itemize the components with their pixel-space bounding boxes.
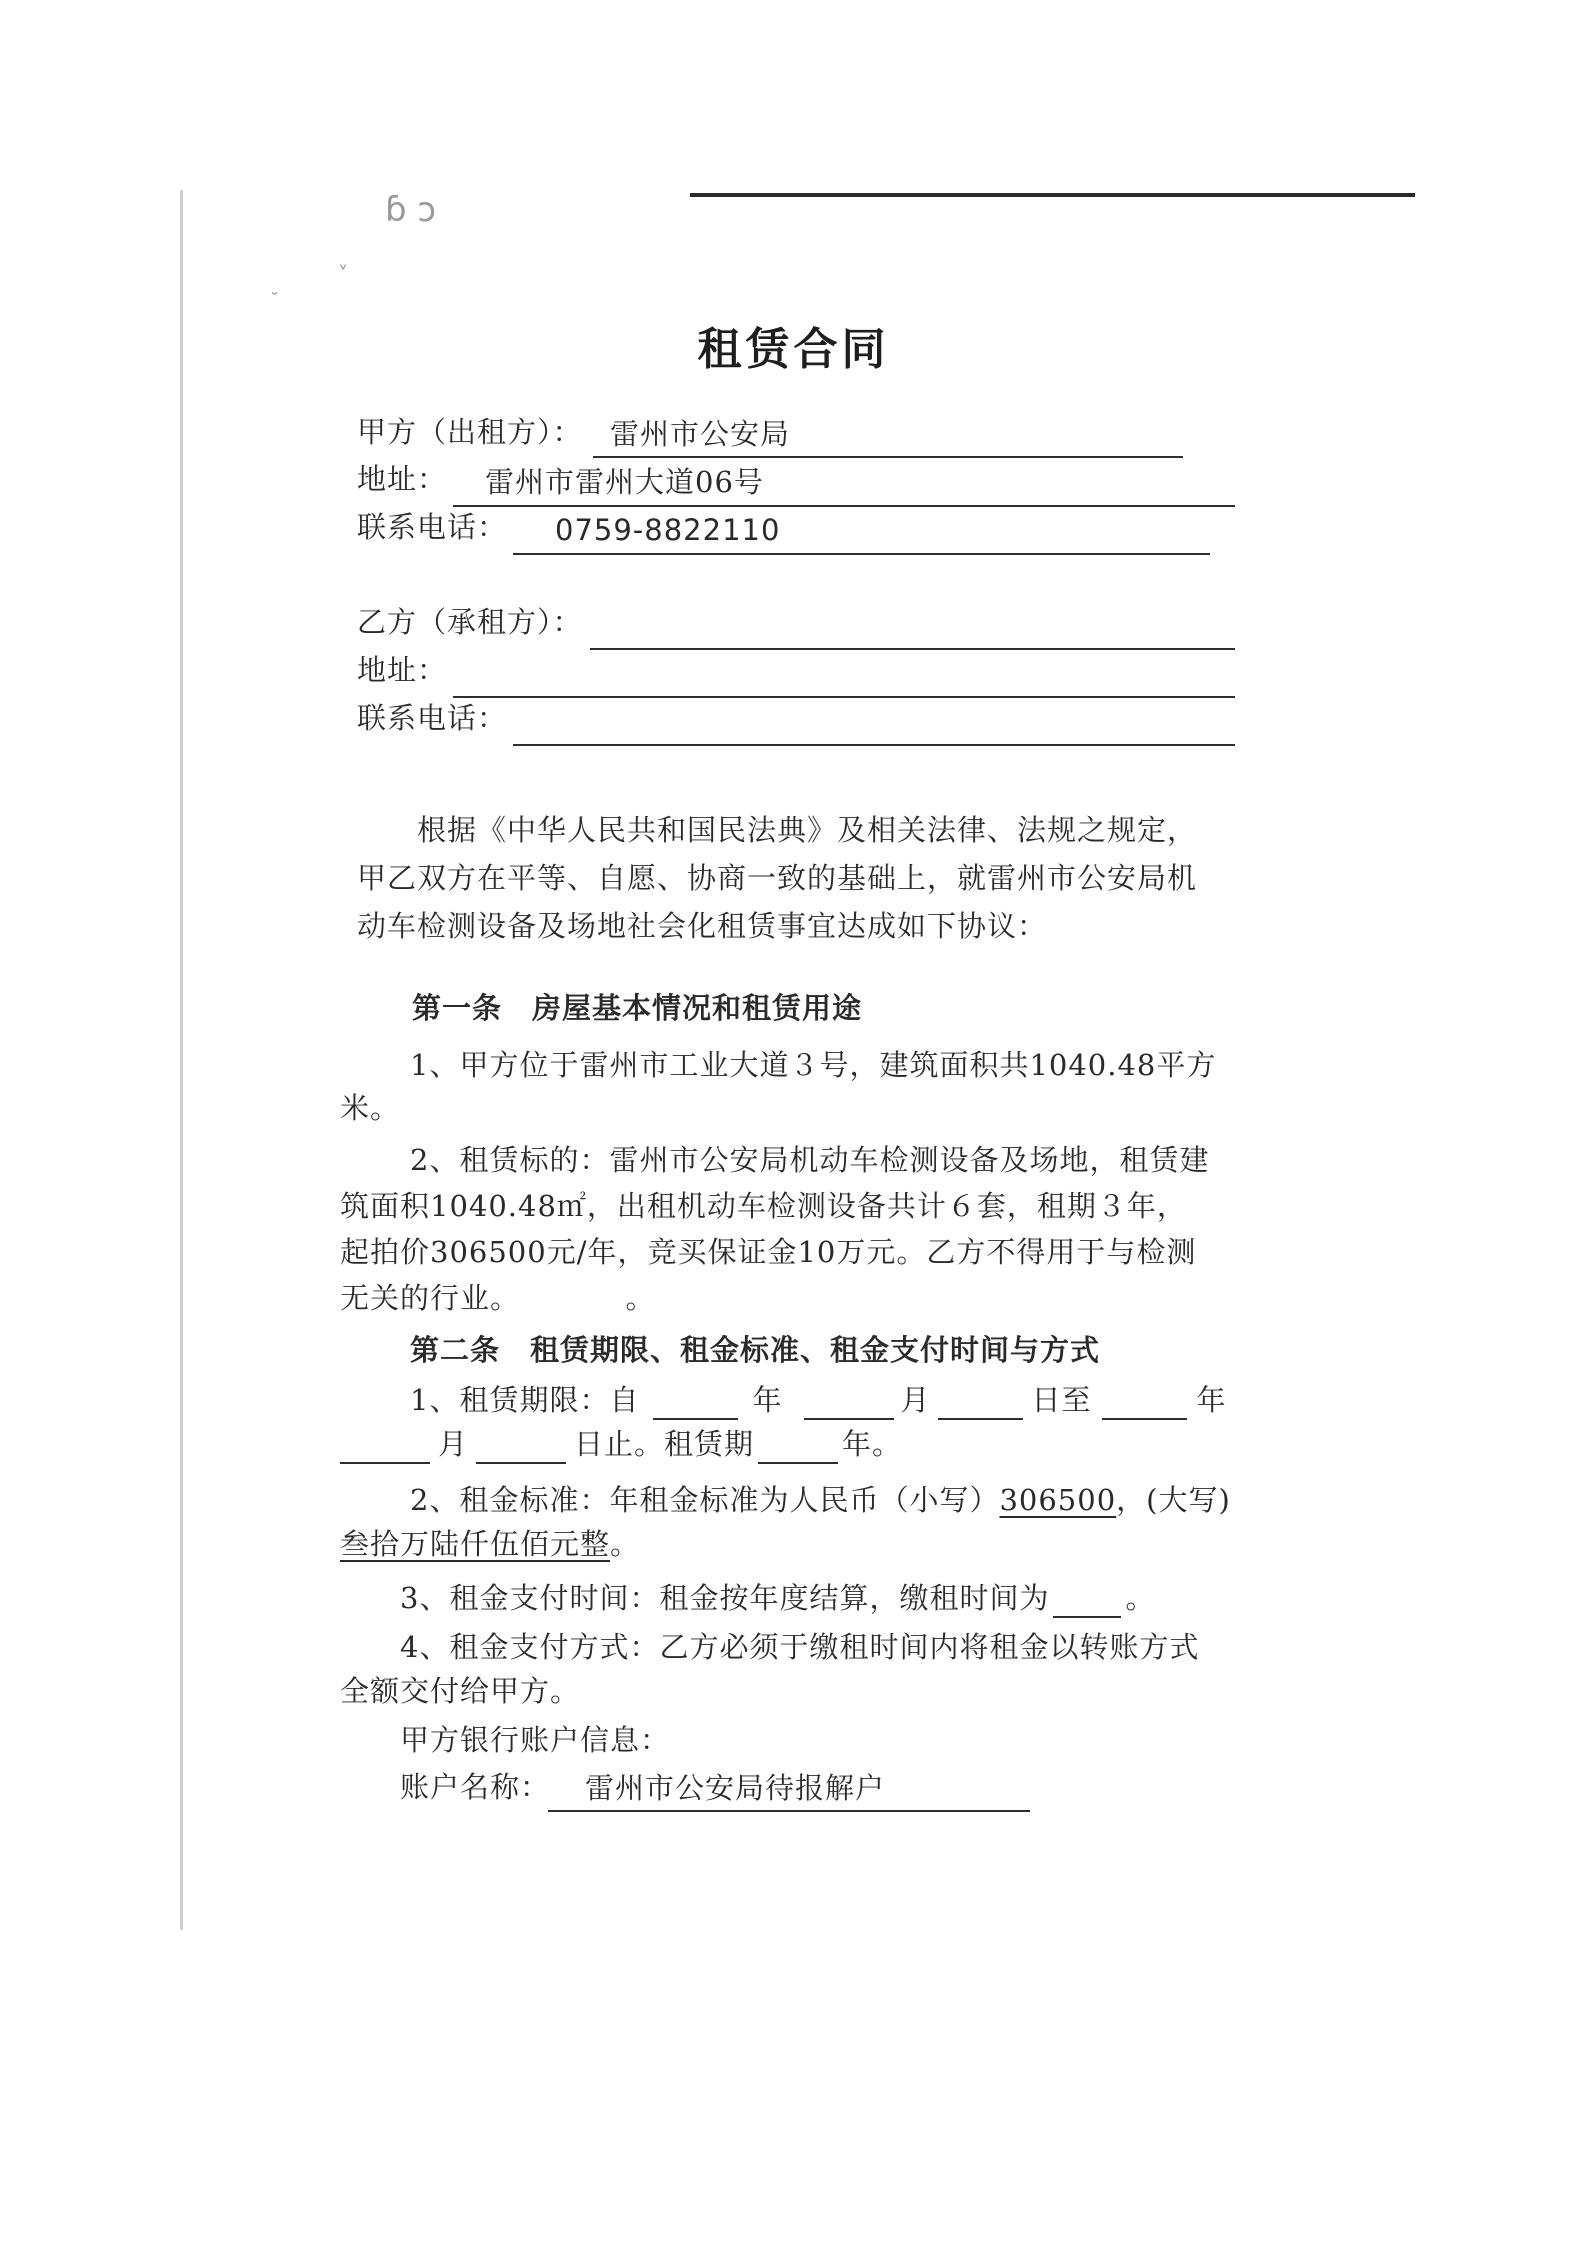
article-1-p1-line-2: 米。	[340, 1091, 401, 1125]
lease-term-prefix: 1、租赁期限：自	[410, 1383, 640, 1417]
bank-info-label: 甲方银行账户信息：	[400, 1723, 671, 1757]
account-name-underline	[548, 1810, 1030, 1812]
party-b-label: 乙方（承租方）：	[357, 605, 583, 639]
scan-speck: ˘	[270, 290, 279, 311]
article-1-p2-line-1: 2、租赁标的：雷州市公安局机动车检测设备及场地，租赁建	[410, 1143, 1210, 1177]
rent-uppercase-label: ，(大写)	[1116, 1483, 1231, 1517]
intro-line-2: 甲乙双方在平等、自愿、协商一致的基础上，就雷州市公安局机	[357, 861, 1198, 895]
intro-line-3: 动车检测设备及场地社会化租赁事宜达成如下协议：	[357, 909, 1048, 943]
party-a-phone-label: 联系电话：	[357, 510, 508, 544]
account-name-value: 雷州市公安局待报解户	[585, 1771, 886, 1805]
top-rule	[690, 193, 1415, 197]
start-year-blank[interactable]	[653, 1388, 738, 1420]
start-day-blank[interactable]	[938, 1388, 1023, 1420]
article-1-p1-line-1: 1、甲方位于雷州市工业大道３号，建筑面积共1040.48平方	[410, 1048, 1217, 1082]
party-b-phone-label: 联系电话：	[357, 701, 508, 735]
document-title: 租赁合同	[697, 324, 890, 375]
party-a-underline	[593, 456, 1183, 458]
rent-standard-line-2	[340, 1524, 640, 1564]
rent-standard-line-1	[410, 1480, 1231, 1520]
handwritten-mark: ɓ ɔ	[385, 190, 437, 230]
end-day-blank[interactable]	[476, 1432, 566, 1464]
start-month-blank[interactable]	[804, 1388, 894, 1420]
intro-line-1: 根据《中华人民共和国民法典》及相关法律、法规之规定，	[417, 813, 1198, 847]
article-1-p2-line-3: 起拍价306500元/年，竞买保证金10万元。乙方不得用于与检测	[340, 1235, 1197, 1269]
payment-time-text: 3、租金支付时间：租金按年度结算，缴租时间为	[400, 1581, 1050, 1615]
party-a-address-underline	[453, 505, 1235, 507]
party-b-address-label: 地址：	[357, 653, 448, 687]
start-month-unit: 月	[900, 1383, 931, 1417]
article-1-p2-line-2: 筑面积1040.48㎡，出租机动车检测设备共计６套，租期３年，	[340, 1189, 1187, 1223]
day-to-text: 日至	[1031, 1383, 1092, 1417]
article-2-heading: 第二条 租赁期限、租金标准、租金支付时间与方式	[410, 1333, 1101, 1367]
payment-method-line-1: 4、租金支付方式：乙方必须于缴租时间内将租金以转账方式	[400, 1630, 1200, 1664]
end-month-unit: 月	[438, 1427, 469, 1461]
party-b-underline	[590, 648, 1235, 650]
party-a-phone: 0759-8822110	[555, 513, 781, 547]
rent-amount-uppercase: 叁拾万陆仟伍佰元整	[340, 1527, 611, 1561]
scan-speck: ˅	[338, 262, 348, 286]
payment-method-line-2: 全额交付给甲方。	[340, 1674, 581, 1708]
end-year-blank[interactable]	[1102, 1388, 1187, 1420]
start-year-unit: 年	[752, 1383, 783, 1417]
lease-term-line-2	[340, 1424, 902, 1464]
lease-years-unit: 年。	[842, 1427, 903, 1461]
article-1-p2-line-4: 无关的行业。 。	[340, 1281, 656, 1315]
payment-time-line	[400, 1578, 1155, 1618]
payment-time-blank[interactable]	[1053, 1586, 1121, 1618]
party-a-label: 甲方（出租方）：	[357, 415, 583, 449]
end-year-unit: 年	[1196, 1383, 1227, 1417]
article-1-heading: 第一条 房屋基本情况和租赁用途	[412, 991, 863, 1025]
payment-time-end: 。	[1125, 1581, 1156, 1615]
party-b-address-underline	[453, 696, 1235, 698]
rent-standard-end: 。	[610, 1527, 641, 1561]
end-month-blank[interactable]	[340, 1432, 430, 1464]
scan-edge	[180, 190, 183, 1930]
party-a-address-label: 地址：	[357, 462, 448, 496]
account-name-label: 账户名称：	[400, 1770, 551, 1804]
party-a-phone-underline	[513, 553, 1210, 555]
rent-amount-lowercase: 306500	[999, 1483, 1117, 1517]
rent-standard-label: 2、租金标准：年租金标准为人民币（小写）	[410, 1483, 1000, 1517]
end-day-text: 日止。租赁期	[574, 1427, 755, 1461]
lease-term-line-1	[410, 1380, 1227, 1420]
party-a-value: 雷州市公安局	[610, 417, 791, 451]
lease-years-blank[interactable]	[758, 1432, 838, 1464]
party-a-address: 雷州市雷州大道06号	[485, 465, 764, 499]
party-b-phone-underline	[513, 744, 1235, 746]
